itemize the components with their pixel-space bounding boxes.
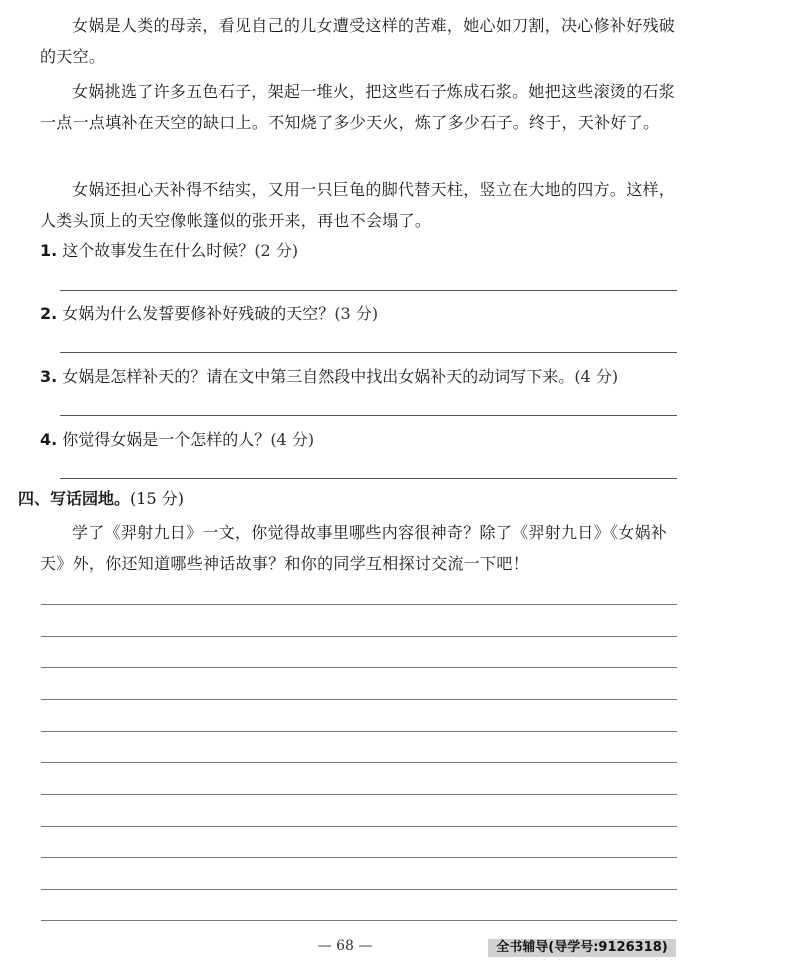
writing-line[interactable] <box>41 667 677 668</box>
question-points: (4 分) <box>574 367 619 386</box>
passage-paragraph-2: 女娲挑选了许多五色石子，架起一堆火，把这些石子炼成石浆。她把这些滚烫的石浆一点一点填补在天空的缺口上。不知烧了多少天火，炼了多少石子。终于，天补好了。 <box>40 82 676 132</box>
writing-line[interactable] <box>41 762 677 763</box>
question-points: (3 分) <box>334 304 379 323</box>
question-number: 2. <box>40 304 58 323</box>
answer-line-1[interactable] <box>60 290 677 291</box>
writing-line[interactable] <box>41 699 677 700</box>
writing-line[interactable] <box>41 604 677 605</box>
passage-paragraph-1: 女娲是人类的母亲，看见自己的儿女遭受这样的苦难，她心如刀割，决心修补好残破的天空。 <box>40 16 676 66</box>
writing-line[interactable] <box>41 636 677 637</box>
question-text: 这个故事发生在什么时候？ <box>57 241 255 260</box>
writing-line[interactable] <box>41 826 677 827</box>
question-number: 3. <box>40 367 58 386</box>
question-2 <box>40 303 690 325</box>
question-1 <box>40 240 690 262</box>
section-points: (15 分) <box>130 489 184 508</box>
question-text: 女娲是怎样补天的？请在文中第三自然段中找出女娲补天的动词写下来。 <box>57 367 575 386</box>
writing-line[interactable] <box>41 731 677 732</box>
writing-line[interactable] <box>41 794 677 795</box>
writing-line[interactable] <box>41 889 677 890</box>
passage-paragraph-3: 女娲还担心天补得不结实，又用一只巨龟的脚代替天柱，竖立在大地的四方。这样，人类头顶上的天空像帐篷似的张开来，再也不会塌了。 <box>40 180 676 230</box>
writing-line[interactable] <box>41 857 677 858</box>
writing-prompt: 学了《羿射九日》一文，你觉得故事里哪些内容很神奇？除了《羿射九日》《女娲补天》外，你还知道哪些神话故事？和你的同学互相探讨交流一下吧！ <box>40 523 668 573</box>
question-4 <box>40 429 690 451</box>
answer-line-2[interactable] <box>60 352 677 353</box>
question-points: (4 分) <box>270 430 315 449</box>
answer-line-4[interactable] <box>60 478 677 479</box>
section-heading: 四、写话园地。 <box>18 489 131 508</box>
question-text: 你觉得女娲是一个怎样的人？ <box>57 430 271 449</box>
question-3 <box>40 366 690 388</box>
question-number: 4. <box>40 430 58 449</box>
question-text: 女娲为什么发誓要修补好残破的天空？ <box>57 304 335 323</box>
answer-line-3[interactable] <box>60 415 677 416</box>
page-number: — 68 — <box>317 938 373 954</box>
question-points: (2 分) <box>254 241 299 260</box>
guide-badge: 全书辅导(导学号:9126318) <box>488 939 676 957</box>
section-4-title <box>18 488 184 510</box>
question-number: 1. <box>40 241 58 260</box>
writing-line[interactable] <box>41 920 677 921</box>
